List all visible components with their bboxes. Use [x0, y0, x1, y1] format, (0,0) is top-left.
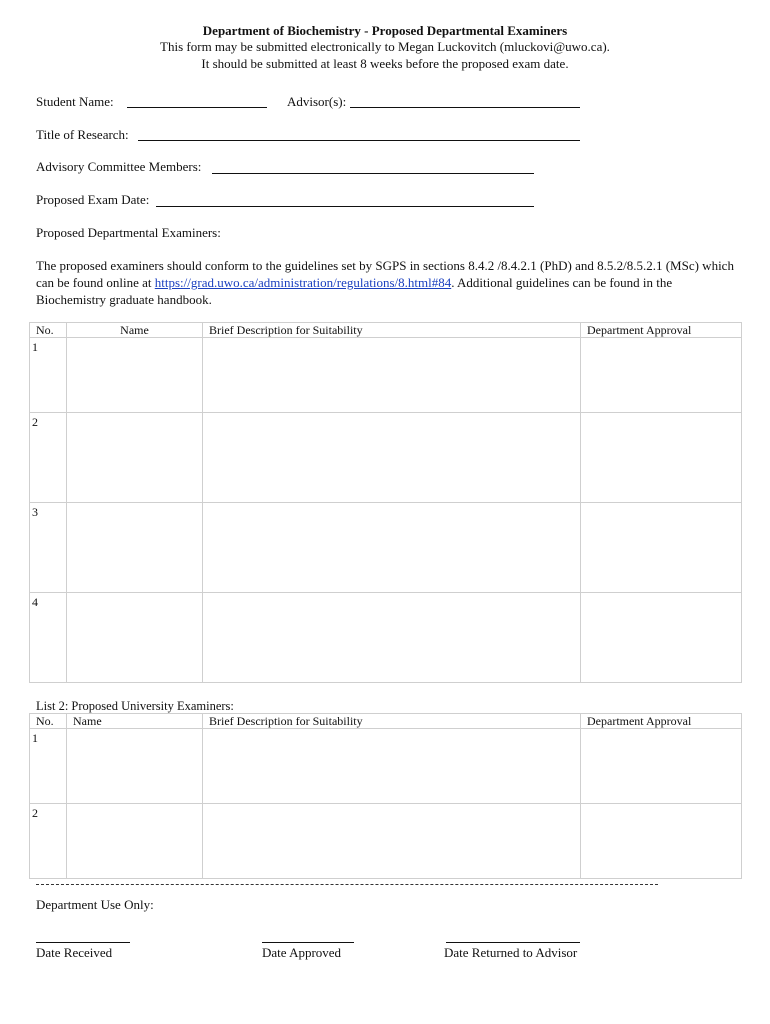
table-row — [30, 503, 742, 593]
description-cell[interactable] — [203, 729, 581, 804]
column-header-description: Brief Description for Suitability — [203, 714, 581, 729]
description-cell[interactable] — [203, 338, 581, 413]
table-row — [30, 593, 742, 683]
table-row — [30, 804, 742, 879]
description-cell[interactable] — [203, 503, 581, 593]
name-cell[interactable] — [67, 804, 203, 879]
row-number: 2 — [30, 804, 67, 879]
advisors-field[interactable] — [350, 107, 580, 108]
student-name-field[interactable] — [127, 107, 267, 108]
row-number: 2 — [30, 413, 67, 503]
approval-cell[interactable] — [581, 413, 742, 503]
approval-cell[interactable] — [581, 503, 742, 593]
approval-cell[interactable] — [581, 338, 742, 413]
date-approved-label: Date Approved — [262, 945, 342, 960]
department-use-label: Department Use Only: — [36, 897, 154, 912]
name-cell[interactable] — [67, 729, 203, 804]
table-row — [30, 729, 742, 804]
name-cell[interactable] — [67, 503, 203, 593]
list2-caption: List 2: Proposed University Examiners: — [36, 699, 234, 713]
student-name-label: Student Name: — [36, 94, 114, 109]
guidelines-text-end: . Additional guidelines can be found in the Biochemistry graduate handbook. — [36, 275, 673, 307]
column-header-no: No. — [30, 714, 67, 729]
row-number: 1 — [30, 338, 67, 413]
date-approved-line[interactable] — [262, 942, 354, 943]
university-examiners-table — [29, 713, 742, 879]
proposed-exam-date-label: Proposed Exam Date: — [36, 192, 150, 207]
description-cell[interactable] — [203, 413, 581, 503]
submission-info: This form may be submitted electronically to Megan Luckovitch (mluckovi@uwo.ca). — [160, 39, 610, 54]
date-returned-label: Date Returned to Advisor — [444, 945, 578, 960]
departmental-examiners-table — [29, 322, 742, 683]
date-received-line[interactable] — [36, 942, 130, 943]
advisors-label: Advisor(s): — [287, 94, 347, 109]
proposed-examiners-label: Proposed Departmental Examiners: — [36, 225, 221, 240]
column-header-description: Brief Description for Suitability — [203, 323, 581, 338]
name-cell[interactable] — [67, 593, 203, 683]
dashed-divider — [36, 884, 658, 885]
table-header-row — [30, 323, 742, 338]
column-header-name: Name — [67, 714, 203, 729]
row-number: 4 — [30, 593, 67, 683]
deadline-info: It should be submitted at least 8 weeks before the proposed exam date. — [201, 56, 569, 71]
name-cell[interactable] — [67, 338, 203, 413]
advisory-committee-field[interactable] — [212, 173, 534, 174]
form-title: Department of Biochemistry - Proposed Departmental Examiners — [202, 23, 568, 38]
date-received-label: Date Received — [36, 945, 113, 960]
guidelines-paragraph — [36, 257, 736, 308]
column-header-name: Name — [67, 323, 203, 338]
approval-cell[interactable] — [581, 729, 742, 804]
table-header-row — [30, 714, 742, 729]
column-header-approval: Department Approval — [581, 323, 742, 338]
table-row — [30, 338, 742, 413]
proposed-exam-date-field[interactable] — [156, 206, 534, 207]
table-row — [30, 413, 742, 503]
guidelines-text: The proposed examiners should conform to the guidelines set by SGPS in sections 8.4.2 /8.4.2.1 (PhD) and 8.5.2/8.5.2.1 (MSc) which can be found online at — [36, 258, 734, 290]
date-returned-line[interactable] — [446, 942, 580, 943]
approval-cell[interactable] — [581, 804, 742, 879]
advisory-committee-label: Advisory Committee Members: — [36, 159, 202, 174]
description-cell[interactable] — [203, 804, 581, 879]
title-of-research-field[interactable] — [138, 140, 580, 141]
title-of-research-label: Title of Research: — [36, 127, 129, 142]
column-header-approval: Department Approval — [581, 714, 742, 729]
regulations-link[interactable]: https://grad.uwo.ca/administration/regulations/8.html#84 — [154, 275, 452, 290]
description-cell[interactable] — [203, 593, 581, 683]
column-header-no: No. — [30, 323, 67, 338]
row-number: 1 — [30, 729, 67, 804]
row-number: 3 — [30, 503, 67, 593]
name-cell[interactable] — [67, 413, 203, 503]
approval-cell[interactable] — [581, 593, 742, 683]
